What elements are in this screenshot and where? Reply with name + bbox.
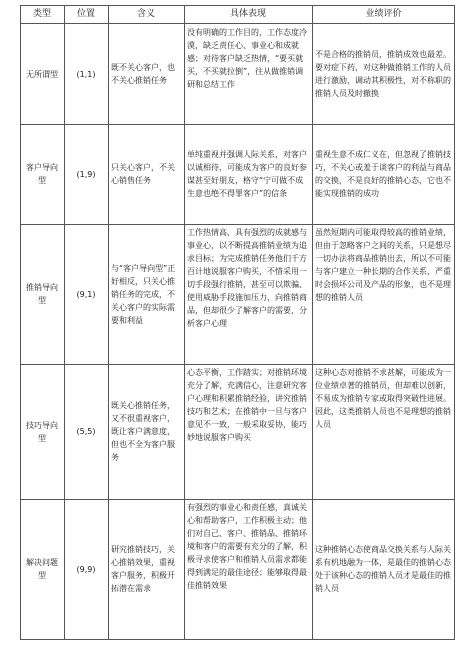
row-behavior: 工作热情高，具有强烈的成就感与事业心，以不断提高推销业绩为追求目标；为完成推销任务他们千方百计地说服客户购买，不惜采用一切手段强行推销，甚至可以欺骗、使用威胁手段施加压力，向推销商品，但却很少了解客户的需要，分析客户心理 [187,228,307,328]
grid-line [20,23,455,24]
row-meaning: 既不关心客户，也不关心推销任务 [111,63,175,85]
row-behavior: 有强烈的事业心和责任感，真诚关心和帮助客户，工作积极主动；他们对自己、客户、推销品、推销环境和客户的需要有充分的了解，积极寻求使客户和推销人员需求都能得到满足的最佳途径；能够取得最佳推销效果 [187,503,307,590]
row-evaluation: 这种推销心态使商品交换关系与人际关系有机地融为一体，是最佳的推销心态处于该种心态的推销人员才是最佳的推销人员 [315,545,451,593]
row-meaning: 与“客户导向型”正好相反，只关心推销任务的完成，不关心客户的实际需要和利益 [111,263,176,325]
row-type: 无所谓型 [26,69,58,79]
grid-line [64,5,65,640]
grid-line [20,224,455,225]
row-type: 客户导向型 [26,163,58,185]
grid-line [20,364,455,365]
row-type: 解决问题型 [26,558,58,580]
row-evaluation: 不是合格的推销员，推销成效也最差。要对症下药，对这种做推销工作的人员进行激励，调动其积极性，对不称职的推销人员及时撤换 [315,50,451,98]
grid-line [20,639,455,640]
grid-line [312,5,313,640]
row-position: (1,1) [76,69,96,79]
header-type: 类型 [32,9,51,19]
row-type: 技巧导向型 [26,420,58,443]
header-position: 位置 [76,9,95,19]
grid-line [184,5,185,640]
grid-line [20,5,455,6]
grid-line [20,5,21,640]
row-evaluation: 虽然短期内可能取得较高的推销业绩，但由于忽略客户之间的关系，只是想尽一切办法将商品推销出去，所以不可能与客户建立一种长期的合作关系，严重时会损坏公司及产品的形象，也不是理想的推销人员 [315,228,451,302]
row-meaning: 只关心客户，不关心销售任务 [111,163,175,185]
header-behavior: 具体表现 [229,9,266,19]
row-behavior: 没有明确的工作目的，工作态度冷漠，缺乏责任心、事业心和成就感；对待客户缺乏热情，“要买就买，不买就拉倒”，往从做推销调研和总结工作 [187,28,307,89]
grid-line [454,5,455,640]
row-meaning: 既关心推销任务，又不很重视客户，既让客户满意度，但也不全为客户服务 [111,401,175,462]
row-evaluation: 重视生意不成仁义在，但忽视了推销技巧，不关心或羞于谈客户的利益与商品的交换，不是良好的推销心态，它也不能实现推销的成功 [315,150,451,198]
row-position: (1,9) [76,169,96,179]
row-position: (5,5) [76,427,96,436]
header-evaluation: 业绩评价 [365,9,402,19]
grid-line [20,124,455,125]
header-meaning: 含义 [136,9,155,19]
row-behavior: 单纯重视并强调人际关系，对客户以诚相待，可能成为客户的良好参谋甚至好朋友，格守“宁可做不成生意也绝不得罪客户”的信条 [187,150,307,198]
row-position: (9,9) [76,564,96,574]
grid-line [20,499,455,500]
row-meaning: 研究推销技巧，关心推销效果，重视客户服务，积极开拓潜在需求 [111,545,175,593]
row-type: 推销导向型 [26,283,58,305]
row-position: (9,1) [76,289,96,299]
row-behavior: 心态平衡，工作踏实；对推销环境充分了解，充满信心，注意研究客户心理和积累推销经验，讲究推销技巧和艺术；在推销中一旦与客户意见不一致，一般采取妥协，能巧妙地说服客户购买 [187,368,307,442]
grid-line [108,5,109,640]
row-evaluation: 这种心态对推销不求甚解，可能成为一位业绩卓著的推销员，但却难以创新，不易成为推销专家或取得突破性进展。因此，这类推销人员也不是理想的推销人员 [315,368,451,429]
